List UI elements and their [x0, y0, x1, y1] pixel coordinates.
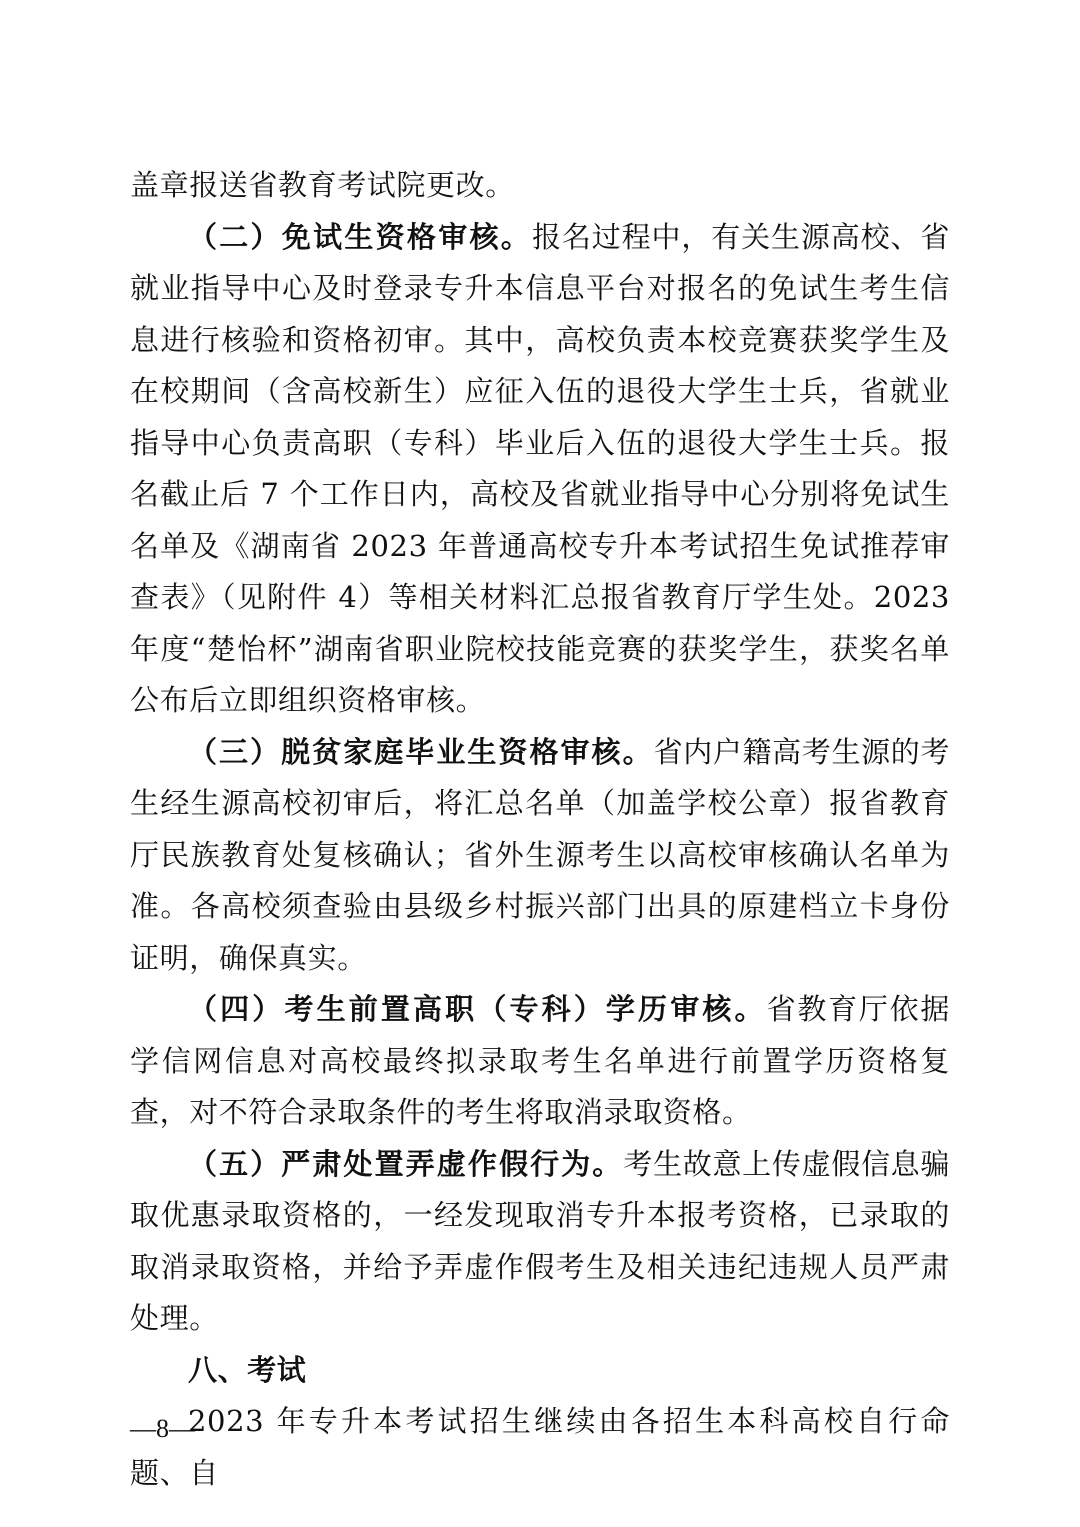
- paragraph-poverty-family-review: [130, 727, 950, 985]
- paragraph-text: 报名过程中，有关生源高校、省就业指导中心及时登录专升本信息平台对报名的免试生考生信息进行核验和资格初审。其中，高校负责本校竞赛获奖学生及在校期间（含高校新生）应征入伍的退役大学生士兵，省就业指导中心负责高职（专科）毕业后入伍的退役大学生士兵。报名截止后 7 个工作日内，高校及省就业指导中心分别将免试生名单及《湖南省 2023 年普通高校专升本考试招生免试推荐审查表》（见附件 4）等相关材料汇总报省教育厅学生处。2023 年度“楚怡杯”湖南省职业院校技能竞赛的获奖学生，获奖名单公布后立即组织资格审核。: [130, 219, 950, 717]
- paragraph-text: 考生故意上传虚假信息骗取优惠录取资格的，一经发现取消专升本报考资格，已录取的取消录取资格，并给予弄虚作假考生及相关违纪违规人员严肃处理。: [130, 1146, 950, 1335]
- document-body: [130, 160, 950, 1499]
- paragraph-text: 2023 年专升本考试招生继续由各招生本科高校自行命题、自: [130, 1404, 950, 1490]
- section-heading: 八、考试: [188, 1352, 307, 1387]
- paragraph-subhead: （三）脱贫家庭毕业生资格审核。: [188, 734, 654, 769]
- paragraph-text: 省内户籍高考生源的考生经生源高校初审后，将汇总名单（加盖学校公章）报省教育厅民族教育处复核确认；省外生源考生以高校审核确认名单为准。各高校须查验由县级乡村振兴部门出具的原建档立卡身份证明，确保真实。: [130, 734, 950, 975]
- paragraph-exam-intro: [130, 1396, 950, 1499]
- page-number: —8—: [130, 1414, 195, 1443]
- paragraph-prior-education-review: [130, 984, 950, 1139]
- paragraph-fraud-handling: [130, 1139, 950, 1345]
- paragraph-text: 省教育厅依据学信网信息对高校最终拟录取考生名单进行前置学历资格复查，对不符合录取条件的考生将取消录取资格。: [130, 992, 950, 1129]
- paragraph-exempt-student-review: [130, 212, 950, 727]
- paragraph-continuation: [130, 160, 950, 212]
- paragraph-text: 盖章报送省教育考试院更改。: [130, 168, 515, 202]
- paragraph-subhead: （二）免试生资格审核。: [188, 219, 533, 254]
- paragraph-subhead: （四）考生前置高职（专科）学历审核。: [188, 992, 767, 1026]
- paragraph-subhead: （五）严肃处置弄虚作假行为。: [188, 1146, 624, 1181]
